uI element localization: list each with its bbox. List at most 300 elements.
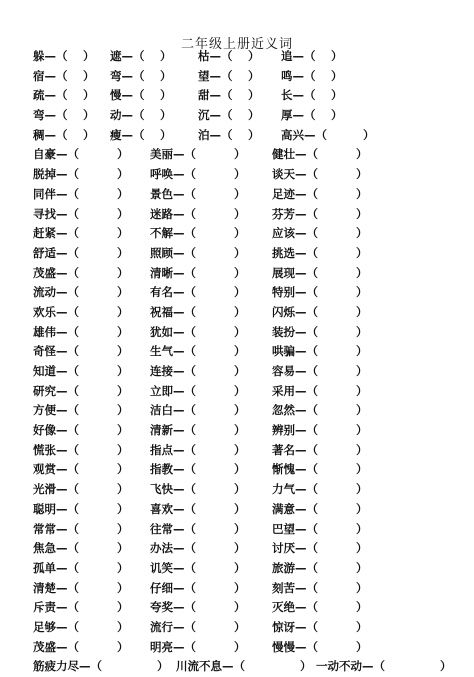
- word-cell: [198, 47, 260, 67]
- synonym-prompt: 弯—（: [110, 68, 145, 83]
- idiom-cell: [316, 657, 452, 677]
- synonym-prompt: 清新—（: [150, 423, 196, 438]
- synonym-prompt: 讨厌—（: [272, 541, 318, 556]
- word-cell: [272, 185, 368, 205]
- synonym-prompt: 沉—（: [198, 108, 233, 123]
- word-cell: [150, 559, 246, 579]
- answer-blank-close: ）: [356, 186, 368, 201]
- answer-blank-close: ）: [331, 68, 343, 83]
- synonym-prompt: 哄骗—（: [272, 344, 318, 359]
- word-cell: [272, 520, 368, 540]
- word-cell: [150, 205, 246, 225]
- answer-blank-close: ）: [356, 541, 368, 556]
- answer-blank-close: ）: [356, 147, 368, 162]
- word-cell: [33, 441, 129, 461]
- word-cell: [272, 559, 368, 579]
- word-cell: [33, 67, 95, 87]
- synonym-prompt: 惊讶—（: [272, 619, 318, 634]
- word-cell: [33, 342, 129, 362]
- word-cell: [33, 618, 129, 638]
- answer-blank-close: ）: [248, 68, 260, 83]
- answer-blank-close: ）: [356, 600, 368, 615]
- answer-blank-close: ）: [117, 167, 129, 182]
- word-cell: [150, 264, 246, 284]
- word-row: [0, 303, 474, 323]
- synonym-prompt: 谈天—（: [272, 167, 318, 182]
- answer-blank-close: ）: [234, 482, 246, 497]
- answer-blank-close: ）: [234, 364, 246, 378]
- synonym-prompt: 连接—（: [150, 364, 196, 378]
- word-cell: [33, 500, 129, 520]
- answer-blank-close: ）: [234, 186, 246, 201]
- synonym-prompt: 旅游—（: [272, 560, 318, 575]
- word-row: [0, 500, 474, 520]
- answer-blank-close: ）: [117, 462, 129, 477]
- word-cell: [281, 47, 343, 67]
- word-row: [0, 480, 474, 500]
- synonym-prompt: 疏—（: [33, 88, 68, 103]
- word-cell: [33, 460, 129, 480]
- word-cell: [33, 579, 129, 599]
- answer-blank-close: ）: [356, 482, 368, 497]
- answer-blank-close: ）: [356, 501, 368, 516]
- answer-blank-close: ）: [117, 501, 129, 516]
- word-cell: [150, 500, 246, 520]
- word-row: [0, 145, 474, 165]
- word-cell: [33, 283, 129, 303]
- answer-blank-close: ）: [117, 285, 129, 300]
- answer-blank-close: ）: [117, 639, 129, 654]
- synonym-prompt: 喜欢—（: [150, 501, 196, 516]
- synonym-prompt: 孤单—（: [33, 560, 79, 575]
- synonym-prompt: 观赏—（: [33, 462, 79, 477]
- word-cell: [33, 106, 95, 126]
- answer-blank-close: ）: [356, 206, 368, 221]
- word-row: [0, 382, 474, 402]
- synonym-prompt: 应该—（: [272, 226, 318, 241]
- synonym-prompt: 仔细—（: [150, 580, 196, 595]
- word-row: [0, 638, 474, 658]
- answer-blank-close: ）: [234, 560, 246, 575]
- word-cell: [33, 264, 129, 284]
- word-cell: [281, 106, 343, 126]
- idiom-cell: [176, 657, 312, 677]
- synonym-prompt: 茂盛—（: [33, 265, 79, 280]
- answer-blank-close: ）: [248, 88, 260, 103]
- answer-blank-close: ）: [248, 127, 260, 142]
- synonym-prompt: 奇怪—（: [33, 344, 79, 359]
- word-cell: [198, 67, 260, 87]
- synonym-prompt: 欢乐—（: [33, 304, 79, 319]
- word-cell: [272, 165, 368, 185]
- answer-blank-close: ）: [234, 226, 246, 241]
- word-row: [0, 520, 474, 540]
- word-cell: [150, 618, 246, 638]
- answer-blank-close: ）: [117, 226, 129, 241]
- answer-blank-close: ）: [234, 619, 246, 634]
- word-cell: [33, 638, 129, 658]
- word-cell: [272, 460, 368, 480]
- answer-blank-close: ）: [234, 285, 246, 300]
- word-cell: [150, 480, 246, 500]
- answer-blank-close: ）: [356, 462, 368, 477]
- word-cell: [33, 145, 129, 165]
- synonym-prompt: 迷路—（: [150, 206, 196, 221]
- word-cell: [272, 579, 368, 599]
- word-cell: [33, 244, 129, 264]
- answer-blank-close: ）: [117, 147, 129, 162]
- word-cell: [33, 520, 129, 540]
- word-cell: [281, 126, 375, 146]
- answer-blank-close: ）: [117, 423, 129, 438]
- word-row: [0, 205, 474, 225]
- word-cell: [150, 362, 246, 382]
- word-cell: [110, 86, 172, 106]
- synonym-prompt: 躲—（: [33, 49, 68, 63]
- answer-blank-close: ）: [234, 541, 246, 556]
- word-cell: [272, 500, 368, 520]
- synonym-prompt: 立即—（: [150, 383, 196, 398]
- word-row: [0, 362, 474, 382]
- word-cell: [33, 303, 129, 323]
- answer-blank-close: ）: [331, 88, 343, 103]
- synonym-prompt: 聪明—（: [33, 501, 79, 516]
- word-cell: [33, 165, 129, 185]
- word-cell: [150, 539, 246, 559]
- synonym-prompt: 望—（: [198, 68, 233, 83]
- answer-blank-close: ）: [117, 324, 129, 339]
- answer-blank-close: ）: [234, 344, 246, 359]
- answer-blank-close: ）: [356, 364, 368, 378]
- synonym-prompt: 健壮—（: [272, 147, 318, 162]
- synonym-prompt: 容易—（: [272, 364, 318, 378]
- answer-blank-close: ）: [117, 304, 129, 319]
- answer-blank-close: ）: [363, 127, 375, 142]
- synonym-prompt: 光滑—（: [33, 482, 79, 497]
- synonym-prompt: 犹如—（: [150, 324, 196, 339]
- synonym-prompt: 流动—（: [33, 285, 79, 300]
- synonym-prompt: 装扮—（: [272, 324, 318, 339]
- answer-blank-close: ）: [234, 423, 246, 438]
- word-cell: [33, 47, 95, 67]
- answer-blank-close: ）: [117, 383, 129, 398]
- word-row: [0, 126, 474, 146]
- synonym-prompt: 生气—（: [150, 344, 196, 359]
- synonym-prompt: 展现—（: [272, 265, 318, 280]
- answer-blank-close: ）: [83, 127, 95, 142]
- synonym-prompt: 研究—（: [33, 383, 79, 398]
- synonym-prompt: 照顾—（: [150, 245, 196, 260]
- word-cell: [110, 67, 172, 87]
- word-row: [0, 579, 474, 599]
- answer-blank-close: ）: [234, 167, 246, 182]
- synonym-prompt: 明亮—（: [150, 639, 196, 654]
- answer-blank-close: ）: [83, 88, 95, 103]
- answer-blank-close: ）: [234, 383, 246, 398]
- idiom-row: [0, 657, 474, 677]
- synonym-prompt: 雄伟—（: [33, 324, 79, 339]
- word-cell: [272, 283, 368, 303]
- answer-blank-close: ）: [440, 659, 452, 674]
- word-row: [0, 86, 474, 106]
- answer-blank-close: ）: [331, 108, 343, 123]
- synonym-prompt: 追—（: [281, 49, 316, 63]
- synonym-prompt: 好像—（: [33, 423, 79, 438]
- page-title: 二年级上册近义词: [180, 37, 293, 52]
- word-cell: [198, 126, 260, 146]
- answer-blank-close: ）: [356, 245, 368, 260]
- word-cell: [150, 342, 246, 362]
- synonym-prompt: 挑选—（: [272, 245, 318, 260]
- answer-blank-close: ）: [234, 245, 246, 260]
- word-cell: [272, 539, 368, 559]
- synonym-prompt: 自豪—（: [33, 147, 79, 162]
- word-row: [0, 598, 474, 618]
- word-cell: [150, 382, 246, 402]
- word-cell: [272, 480, 368, 500]
- synonym-prompt: 采用—（: [272, 383, 318, 398]
- word-cell: [150, 638, 246, 658]
- answer-blank-close: ）: [356, 521, 368, 536]
- word-row: [0, 618, 474, 638]
- word-cell: [110, 106, 172, 126]
- synonym-prompt: 赶紧—（: [33, 226, 79, 241]
- synonym-prompt: 灭绝—（: [272, 600, 318, 615]
- word-row: [0, 441, 474, 461]
- answer-blank-close: ）: [234, 147, 246, 162]
- synonym-prompt: 斥责—（: [33, 600, 79, 615]
- word-cell: [33, 421, 129, 441]
- answer-blank-close: ）: [234, 501, 246, 516]
- word-row: [0, 559, 474, 579]
- word-cell: [150, 401, 246, 421]
- word-cell: [150, 598, 246, 618]
- synonym-prompt: 稠—（: [33, 127, 68, 142]
- word-cell: [150, 224, 246, 244]
- synonym-prompt: 景色—（: [150, 186, 196, 201]
- word-cell: [272, 598, 368, 618]
- synonym-prompt: 慢—（: [110, 88, 145, 103]
- answer-blank-close: ）: [234, 324, 246, 339]
- word-cell: [272, 244, 368, 264]
- word-cell: [150, 441, 246, 461]
- answer-blank-close: ）: [234, 442, 246, 457]
- word-row: [0, 460, 474, 480]
- word-rows: [0, 47, 474, 677]
- answer-blank-close: ）: [117, 364, 129, 378]
- word-cell: [281, 86, 343, 106]
- answer-blank-close: ）: [356, 304, 368, 319]
- synonym-prompt: 办法—（: [150, 541, 196, 556]
- synonym-prompt: 指教—（: [150, 462, 196, 477]
- synonym-prompt: 著名—（: [272, 442, 318, 457]
- word-row: [0, 67, 474, 87]
- word-cell: [33, 362, 129, 382]
- synonym-prompt: 刻苦—（: [272, 580, 318, 595]
- answer-blank-close: ）: [234, 521, 246, 536]
- word-cell: [150, 185, 246, 205]
- word-cell: [272, 618, 368, 638]
- word-cell: [150, 303, 246, 323]
- synonym-prompt: 足够—（: [33, 619, 79, 634]
- answer-blank-close: ）: [331, 49, 343, 63]
- answer-blank-close: ）: [356, 324, 368, 339]
- word-cell: [33, 185, 129, 205]
- synonym-prompt: 厚—（: [281, 108, 316, 123]
- answer-blank-close: ）: [234, 639, 246, 654]
- word-cell: [33, 224, 129, 244]
- word-cell: [272, 382, 368, 402]
- synonym-prompt: 舒适—（: [33, 245, 79, 260]
- word-row: [0, 47, 474, 67]
- synonym-prompt: 筋疲力尽—（: [33, 659, 102, 674]
- answer-blank-close: ）: [117, 344, 129, 359]
- word-row: [0, 224, 474, 244]
- answer-blank-close: ）: [356, 560, 368, 575]
- word-cell: [150, 421, 246, 441]
- word-cell: [272, 205, 368, 225]
- synonym-prompt: 夸奖—（: [150, 600, 196, 615]
- answer-blank-close: ）: [160, 88, 172, 103]
- synonym-prompt: 长—（: [281, 88, 316, 103]
- synonym-prompt: 祝福—（: [150, 304, 196, 319]
- synonym-prompt: 巴望—（: [272, 521, 318, 536]
- word-cell: [150, 579, 246, 599]
- answer-blank-close: ）: [160, 108, 172, 123]
- synonym-prompt: 洁白—（: [150, 403, 196, 418]
- answer-blank-close: ）: [356, 403, 368, 418]
- word-row: [0, 283, 474, 303]
- synonym-prompt: 飞快—（: [150, 482, 196, 497]
- answer-blank-close: ）: [356, 423, 368, 438]
- answer-blank-close: ）: [356, 383, 368, 398]
- answer-blank-close: ）: [234, 265, 246, 280]
- word-row: [0, 106, 474, 126]
- word-cell: [33, 126, 95, 146]
- answer-blank-close: ）: [234, 462, 246, 477]
- synonym-prompt: 闪烁—（: [272, 304, 318, 319]
- word-cell: [272, 145, 368, 165]
- word-cell: [272, 323, 368, 343]
- answer-blank-close: ）: [117, 580, 129, 595]
- word-cell: [272, 401, 368, 421]
- synonym-prompt: 忽然—（: [272, 403, 318, 418]
- answer-blank-close: ）: [117, 560, 129, 575]
- answer-blank-close: ）: [117, 186, 129, 201]
- word-cell: [33, 539, 129, 559]
- synonym-prompt: 芬芳—（: [272, 206, 318, 221]
- word-row: [0, 323, 474, 343]
- answer-blank-close: ）: [117, 403, 129, 418]
- word-row: [0, 244, 474, 264]
- synonym-prompt: 脱掉—（: [33, 167, 79, 182]
- synonym-prompt: 瘦—（: [110, 127, 145, 142]
- answer-blank-close: ）: [117, 619, 129, 634]
- word-cell: [33, 382, 129, 402]
- synonym-prompt: 不解—（: [150, 226, 196, 241]
- synonym-prompt: 流行—（: [150, 619, 196, 634]
- answer-blank-close: ）: [248, 49, 260, 63]
- answer-blank-close: ）: [356, 619, 368, 634]
- answer-blank-close: ）: [160, 68, 172, 83]
- synonym-prompt: 泊—（: [198, 127, 233, 142]
- word-cell: [150, 244, 246, 264]
- word-row: [0, 342, 474, 362]
- synonym-prompt: 一动不动—（: [316, 659, 385, 674]
- word-cell: [33, 480, 129, 500]
- synonym-prompt: 鸣—（: [281, 68, 316, 83]
- answer-blank-close: ）: [117, 442, 129, 457]
- answer-blank-close: ）: [234, 403, 246, 418]
- answer-blank-close: ）: [356, 442, 368, 457]
- answer-blank-close: ）: [300, 659, 312, 674]
- synonym-prompt: 足迹—（: [272, 186, 318, 201]
- word-cell: [198, 106, 260, 126]
- answer-blank-close: ）: [234, 304, 246, 319]
- word-cell: [33, 401, 129, 421]
- answer-blank-close: ）: [117, 541, 129, 556]
- word-cell: [272, 224, 368, 244]
- word-cell: [272, 362, 368, 382]
- synonym-prompt: 力气—（: [272, 482, 318, 497]
- answer-blank-close: ）: [117, 265, 129, 280]
- synonym-prompt: 动—（: [110, 108, 145, 123]
- synonym-prompt: 方便—（: [33, 403, 79, 418]
- synonym-prompt: 同伴—（: [33, 186, 79, 201]
- answer-blank-close: ）: [356, 580, 368, 595]
- answer-blank-close: ）: [356, 167, 368, 182]
- answer-blank-close: ）: [83, 49, 95, 63]
- answer-blank-close: ）: [117, 521, 129, 536]
- answer-blank-close: ）: [234, 580, 246, 595]
- idiom-cell: [33, 657, 169, 677]
- word-cell: [272, 303, 368, 323]
- word-cell: [150, 520, 246, 540]
- answer-blank-close: ）: [356, 285, 368, 300]
- synonym-prompt: 清晰—（: [150, 265, 196, 280]
- synonym-prompt: 遮—（: [110, 49, 145, 63]
- synonym-prompt: 高兴—（: [281, 127, 327, 142]
- synonym-prompt: 惭愧—（: [272, 462, 318, 477]
- answer-blank-close: ）: [117, 206, 129, 221]
- word-cell: [272, 264, 368, 284]
- synonym-prompt: 寻找—（: [33, 206, 79, 221]
- synonym-prompt: 呼唤—（: [150, 167, 196, 182]
- word-cell: [110, 47, 172, 67]
- synonym-prompt: 往常—（: [150, 521, 196, 536]
- synonym-prompt: 满意—（: [272, 501, 318, 516]
- word-cell: [33, 559, 129, 579]
- synonym-prompt: 慌张—（: [33, 442, 79, 457]
- word-cell: [150, 145, 246, 165]
- synonym-prompt: 茂盛—（: [33, 639, 79, 654]
- word-cell: [150, 323, 246, 343]
- word-cell: [150, 165, 246, 185]
- word-row: [0, 401, 474, 421]
- word-cell: [33, 205, 129, 225]
- word-row: [0, 421, 474, 441]
- synonym-prompt: 常常—（: [33, 521, 79, 536]
- synonym-prompt: 美丽—（: [150, 147, 196, 162]
- answer-blank-close: ）: [356, 344, 368, 359]
- answer-blank-close: ）: [356, 265, 368, 280]
- answer-blank-close: ）: [83, 68, 95, 83]
- word-cell: [272, 441, 368, 461]
- answer-blank-close: ）: [356, 226, 368, 241]
- synonym-prompt: 有名—（: [150, 285, 196, 300]
- word-cell: [150, 460, 246, 480]
- word-cell: [272, 638, 368, 658]
